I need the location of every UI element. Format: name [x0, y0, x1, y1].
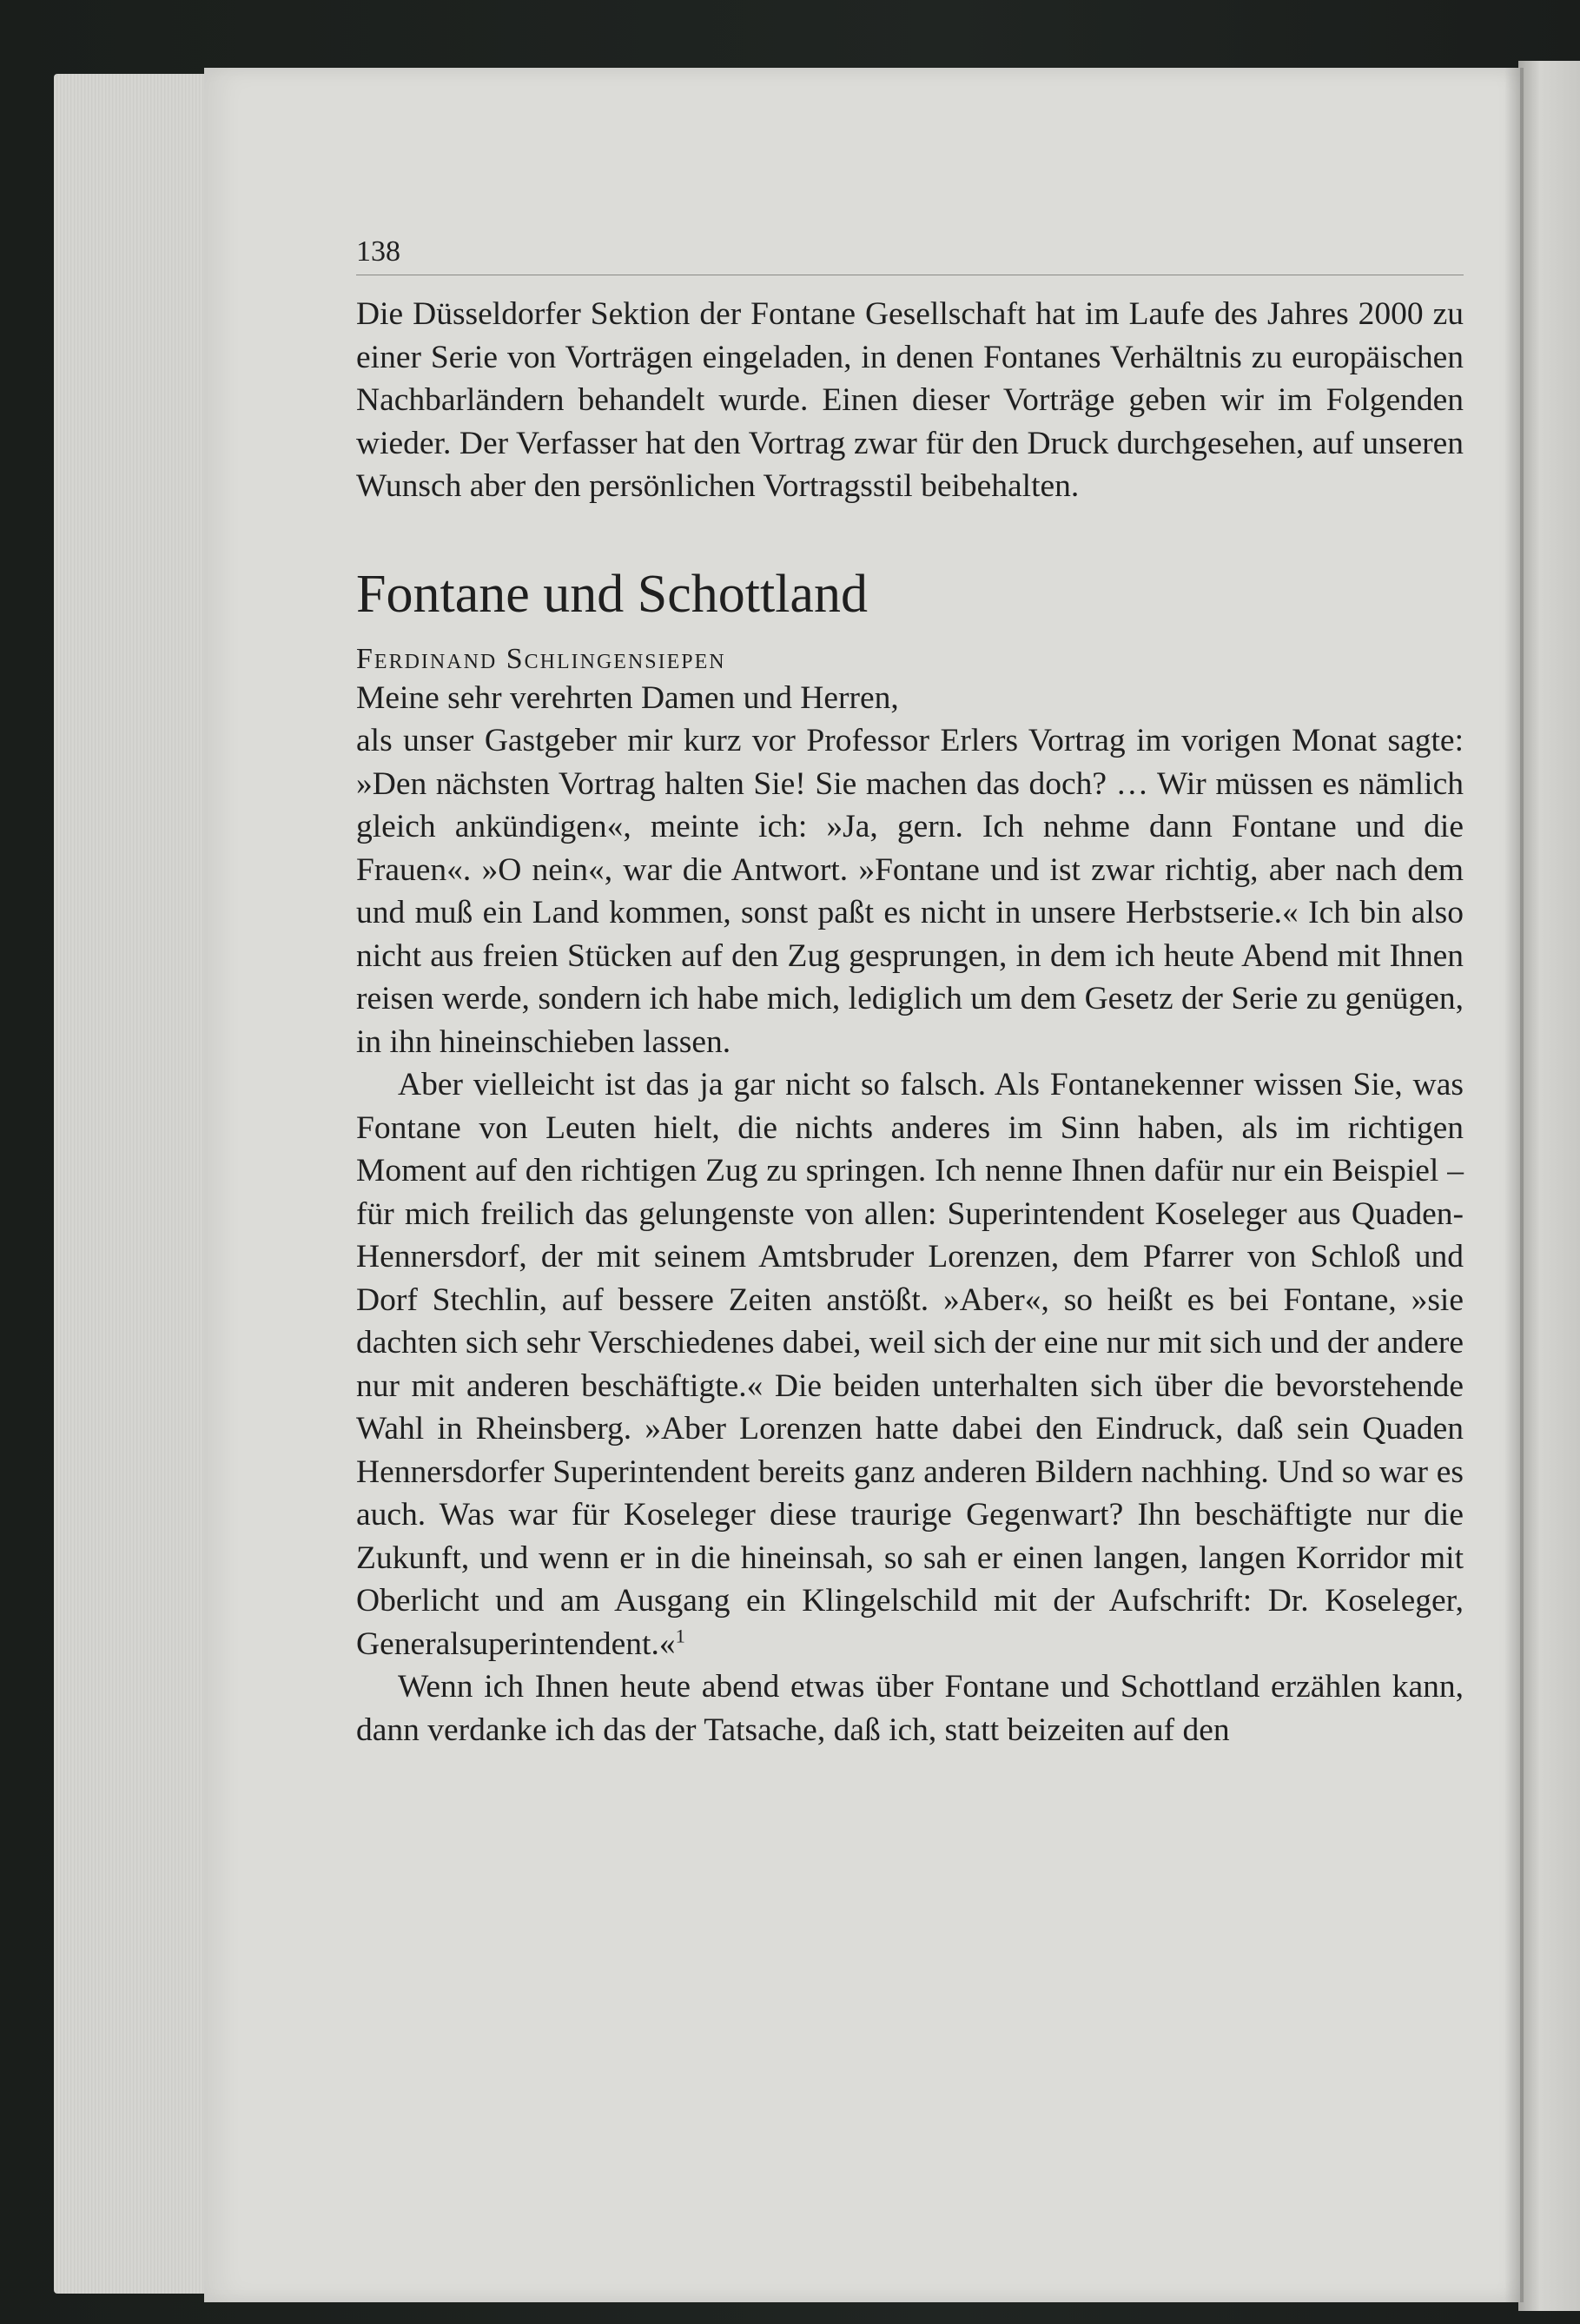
body-paragraph-2 [356, 1063, 1464, 1665]
facing-page-edge [1518, 61, 1580, 2311]
body-paragraph-1: als unser Gastgeber mir kurz vor Professor Erlers Vortrag im vorigen Monat sagte: »Den nächsten Vortrag halten Sie! Sie machen das doch? … Wir müssen es nämlich gleich ankündigen«, meinte ich: »Ja, gern. Ich nehme dann Fontane und die Frauen«. »O nein«, war die Antwort. »Fontane und ist zwar richtig, aber nach dem und muß ein Land kommen, sonst paßt es nicht in unsere Herbstserie.« Ich bin also nicht aus freien Stücken auf den Zug gesprungen, in dem ich heute Abend mit Ihnen reisen werde, sondern ich habe mich, lediglich um dem Gesetz der Serie zu genügen, in ihn hineinschieben lassen. [356, 723, 1464, 1060]
page-edges [54, 74, 215, 2294]
author-name: Ferdinand Schlingensiepen [356, 642, 726, 675]
article-title: Fontane und Schottland [356, 564, 868, 624]
intro-paragraph: Die Düsseldorfer Sektion der Fontane Gesellschaft hat im Laufe des Jahres 2000 zu einer Serie von Vorträgen eingeladen, in denen Fontanes Verhältnis zu europäischen Nachbarländern behandelt wurde. Einen dieser Vorträge geben wir im Folgenden wieder. Der Verfasser hat den Vortrag zwar für den Druck durchgesehen, auf unseren Wunsch aber den persönlichen Vortragsstil beibehalten. [356, 296, 1464, 504]
editorial-intro [356, 293, 1464, 508]
body-paragraph-2-text: Aber vielleicht ist das ja gar nicht so falsch. Als Fontanekenner wissen Sie, was Fontane von Leuten hielt, die nichts anderes im Sinn haben, als im richtigen Moment auf den richtigen Zug zu springen. Ich nenne Ihnen dafür nur ein Beispiel – für mich freilich das gelungenste von allen: Superintendent Koseleger aus Quaden-Hennersdorf, der mit seinem Amtsbruder Lorenzen, dem Pfarrer von Schloß und Dorf Stechlin, auf bessere Zeiten anstößt. »Aber«, so heißt es bei Fontane, »sie dachten sich sehr Verschiedenes dabei, weil sich der eine nur mit sich und der andere nur mit anderen beschäftigte.« Die beiden unterhalten sich über die bevorstehende Wahl in Rheinsberg. »Aber Lorenzen hatte dabei den Eindruck, daß sein Quaden Hennersdorfer Superintendent bereits ganz anderen Bildern nachhing. Und so war es auch. Was war für Koseleger diese traurige Gegenwart? Ihn beschäftigte nur die Zukunft, und wenn er in die hineinsah, so sah er einen langen, langen Korridor mit Oberlicht und am Ausgang ein Klingelschild mit der Aufschrift: Dr. Koseleger, Generalsuperintendent.« [356, 1067, 1464, 1662]
footnote-marker: 1 [675, 1625, 685, 1646]
gutter-shadow [1504, 68, 1524, 2302]
article-body [356, 677, 1464, 1752]
body-paragraph-3: Wenn ich Ihnen heute abend etwas über Fontane und Schottland erzählen kann, dann verdanke ich das der Tatsache, daß ich, statt beizeiten auf den [356, 1669, 1464, 1748]
page-content [356, 235, 1464, 1751]
salutation: Meine sehr verehrten Damen und Herren, [356, 679, 899, 716]
page-number: 138 [356, 235, 400, 268]
